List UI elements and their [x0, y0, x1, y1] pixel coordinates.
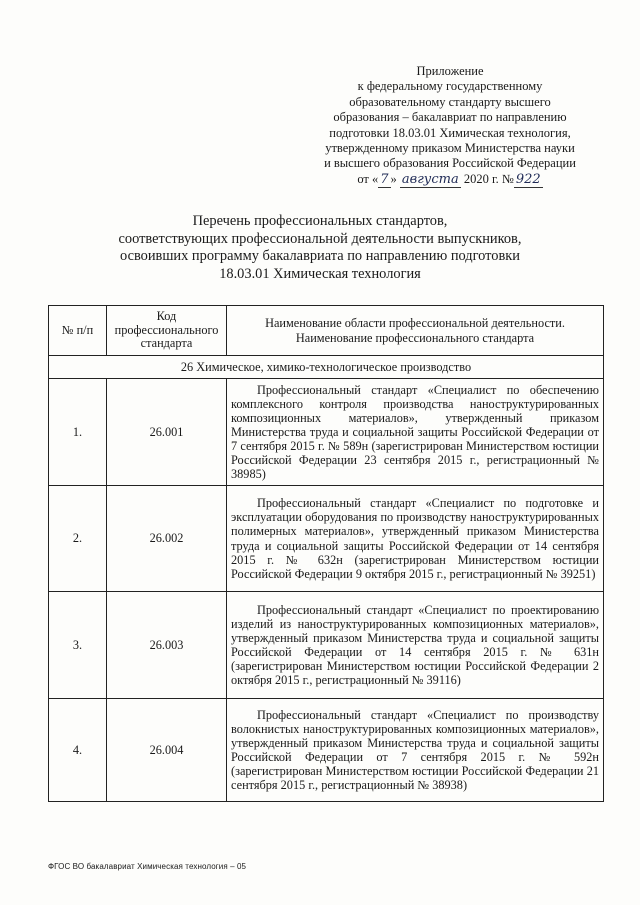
header-code: Код профессионального стандарта [107, 306, 227, 356]
row-num: 1. [49, 379, 107, 486]
title-line: освоивших программу бакалавриата по направлению подготовки [120, 248, 520, 264]
title-line: 18.03.01 Химическая технология [219, 265, 421, 282]
row-text: Профессиональный стандарт «Специалист по обеспечению комплексного контроля производства наноструктурированных композиционных материалов», утвержденный приказом Министерства труда и социальной защиты Российской Федерации от 7 сентября 2015 г. № 589н (зарегистрирован Министерством юстиции Российской Федерации 23 сентября 2015 г., регистрационный № 38985) [231, 382, 599, 482]
appendix-line: к федеральному государственному [357, 79, 543, 94]
row-description [227, 486, 604, 592]
row-code: 26.001 [107, 379, 227, 486]
order-date-line [300, 172, 600, 187]
table-row [49, 699, 604, 802]
table-header-row [49, 306, 604, 356]
row-code: 26.003 [107, 592, 227, 699]
date-year: 2020 г. № [463, 171, 514, 186]
appendix-line: образовательному стандарту высшего [349, 94, 551, 109]
appendix-line: и высшего образования Российской Федерации [324, 156, 576, 171]
appendix-line: Приложение [416, 64, 484, 78]
row-text: Профессиональный стандарт «Специалист по подготовке и эксплуатации оборудования по производству наноструктурированных полимерных материалов», утвержденный приказом Министерства труда и социальной защиты Российской Федерации от 14 сентября 2015 г. № 632н (зарегистрирован Министерством юстиции Российской Федерации 9 октября 2015 г., регистрационный № 39251) [231, 496, 599, 581]
table-row [49, 486, 604, 592]
row-num: 2. [49, 486, 107, 592]
standards-table [48, 305, 604, 802]
title-line: соответствующих профессиональной деятельности выпускников, [118, 230, 522, 247]
appendix-line: подготовки 18.03.01 Химическая технология, [329, 125, 571, 140]
row-text: Профессиональный стандарт «Специалист по производству волокнистых наноструктурированных композиционных материалов», утвержденный приказом Министерства труда и социальной защиты Российской Федерации от 7 сентября 2015 г. № 592н (зарегистрирован Министерством юстиции Российской Федерации 21 сентября 2015 г., регистрационный № 38938) [231, 707, 599, 793]
row-num: 4. [49, 699, 107, 802]
row-num: 3. [49, 592, 107, 699]
appendix-line: образования – бакалавриат по направлению [333, 110, 567, 125]
section-row [49, 356, 604, 379]
document-title [60, 213, 580, 283]
row-text: Профессиональный стандарт «Специалист по проектированию изделий из наноструктурированных композиционных материалов», утвержденный приказом Министерства труда и социальной защиты Российской Федерации от 14 сентября 2015 г. № 631н (зарегистрирован Министерством юстиции Российской Федерации 2 октября 2015 г., регистрационный № 39116) [231, 602, 599, 688]
page-footer: ФГОС ВО бакалавриат Химическая технология – 05 [48, 862, 247, 871]
header-num: № п/п [49, 306, 107, 356]
title-line: Перечень профессиональных стандартов, [192, 213, 448, 229]
table-row [49, 379, 604, 486]
row-code: 26.004 [107, 699, 227, 802]
date-mid: » [390, 171, 397, 186]
row-description [227, 379, 604, 486]
appendix-block [300, 64, 600, 187]
table-row [49, 592, 604, 699]
row-description [227, 592, 604, 699]
header-name: Наименование области профессиональной деятельности. Наименование профессионального стандарта [227, 306, 604, 356]
date-prefix: от « [357, 171, 379, 186]
date-day: 7 [380, 171, 389, 187]
order-number: 922 [515, 171, 541, 187]
appendix-line: утвержденному приказом Министерства науки [325, 141, 575, 156]
row-code: 26.002 [107, 486, 227, 592]
row-description [227, 699, 604, 802]
date-month: августа [401, 171, 459, 187]
section-title: 26 Химическое, химико-технологическое производство [49, 356, 604, 379]
